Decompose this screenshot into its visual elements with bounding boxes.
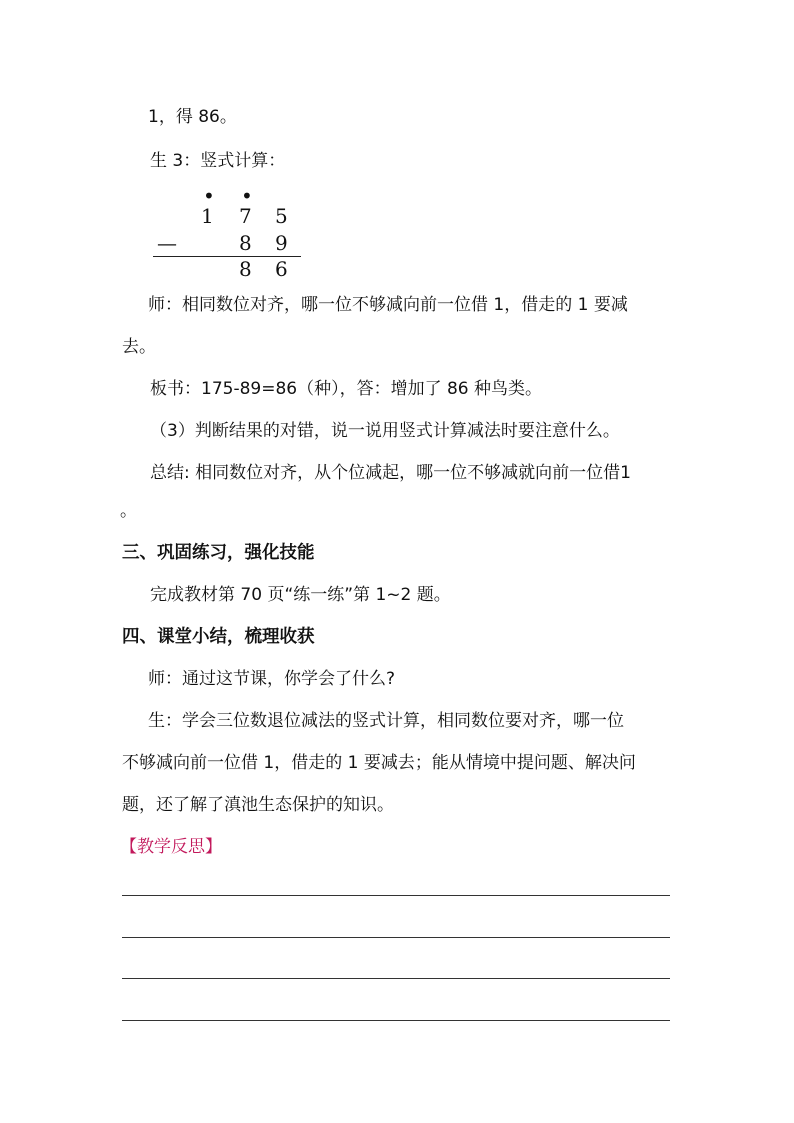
text-line: 生 3：竖式计算： (150, 151, 286, 171)
section-heading: 四、课堂小结，梳理收获 (122, 627, 315, 647)
writing-line (122, 1020, 670, 1021)
minuend-digit: 7 (239, 204, 252, 228)
text-line: 生：学会三位数退位减法的竖式计算，相同数位要对齐，哪一位 (148, 711, 624, 731)
section-heading: 三、巩固练习，强化技能 (122, 543, 315, 563)
minuend-digit: 1 (201, 204, 214, 228)
reflection-heading: 【教学反思】 (120, 837, 222, 857)
writing-line (122, 937, 670, 938)
text-line: 总结: 相同数位对齐，从个位减起，哪一位不够减就向前一位借1 (150, 463, 631, 483)
text-line: 1，得 86。 (148, 107, 237, 127)
subtrahend-digit: 8 (239, 231, 252, 255)
text-line: 不够减向前一位借 1，借走的 1 要减去；能从情境中提问题、解决问 (122, 753, 636, 773)
result-digit: 8 (239, 257, 252, 281)
writing-line (122, 978, 670, 979)
minus-sign: — (157, 231, 177, 255)
text-line: 板书：175-89=86（种），答：增加了 86 种鸟类。 (150, 379, 543, 399)
borrow-dot: • (241, 184, 253, 208)
subtrahend-digit: 9 (275, 231, 288, 255)
text-line: 完成教材第 70 页“练一练”第 1~2 题。 (150, 585, 451, 605)
text-line: 师：相同数位对齐，哪一位不够减向前一位借 1，借走的 1 要减 (148, 295, 628, 315)
text-line: 。 (120, 501, 137, 521)
text-line: 题，还了解了滇池生态保护的知识。 (122, 795, 394, 815)
writing-line (122, 895, 670, 896)
minuend-digit: 5 (275, 204, 288, 228)
text-line: 师：通过这节课，你学会了什么? (148, 669, 396, 689)
text-line: （3）判断结果的对错，说一说用竖式计算减法时要注意什么。 (150, 421, 620, 441)
text-line: 去。 (122, 337, 156, 357)
result-digit: 6 (275, 257, 288, 281)
borrow-dot: • (203, 184, 215, 208)
